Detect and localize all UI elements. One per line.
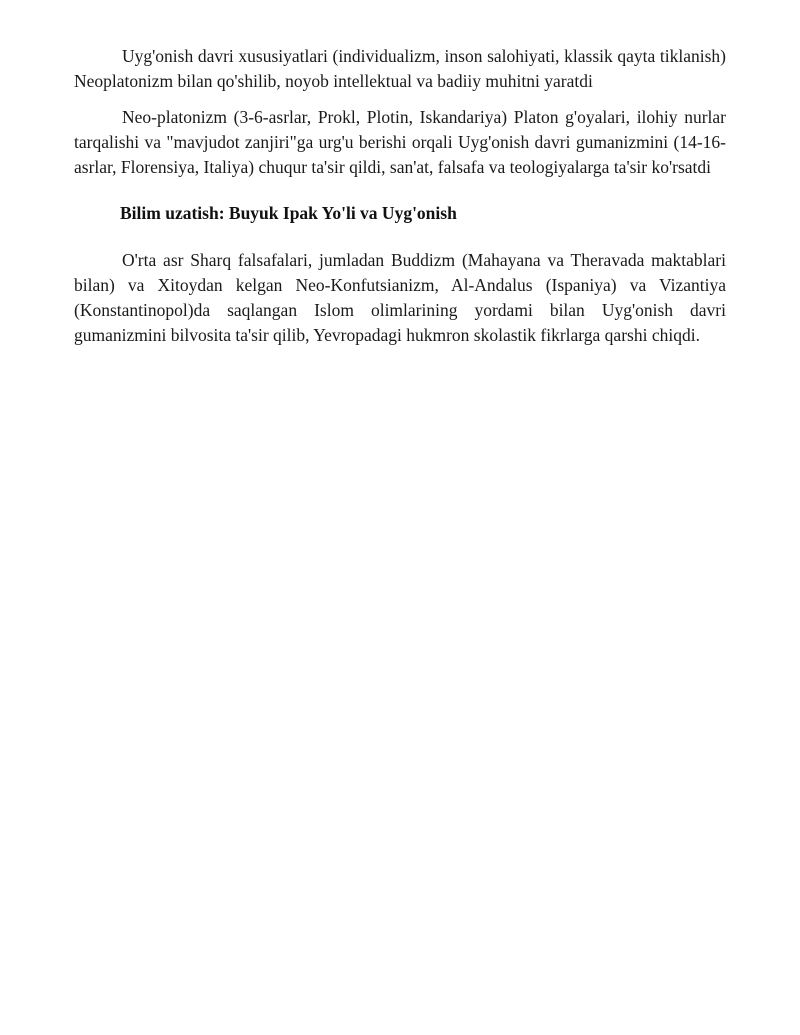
paragraph-renaissance-features: Uyg'onish davri xususiyatlari (individualizm, inson salohiyati, klassik qayta tiklanish) Neoplatonizm bilan qo'shilib, noyob intellektual va badiiy muhitni yaratdi xyxy=(74,46,726,91)
paragraph-eastern-philosophies: O'rta asr Sharq falsafalari, jumladan Buddizm (Mahayana va Theravada maktablari bilan) va Xitoydan kelgan Neo-Konfutsianizm, Al-Andalus (Ispaniya) va Vizantiya (Konstantinopol)da saqlangan Islom olimlarining yordami bilan Uyg'onish davri gumanizmini bilvosita ta'sir qilib, Yevropadagi hukmron skolastik fikrlarga qarshi chiqdi. xyxy=(74,250,726,345)
document-body xyxy=(74,44,726,348)
section-heading: Bilim uzatish: Buyuk Ipak Yo'li va Uyg'onish xyxy=(120,203,457,223)
paragraph-neoplatonism: Neo-platonizm (3-6-asrlar, Prokl, Plotin, Iskandariya) Platon g'oyalari, ilohiy nurlar tarqalishi va "mavjudot zanjiri"ga urg'u berishi orqali Uyg'onish davri gumanizmini (14-16-asrlar, Florensiya, Italiya) chuqur ta'sir qildi, san'at, falsafa va teologiyalarga ta'sir ko'rsatdi xyxy=(74,107,726,177)
